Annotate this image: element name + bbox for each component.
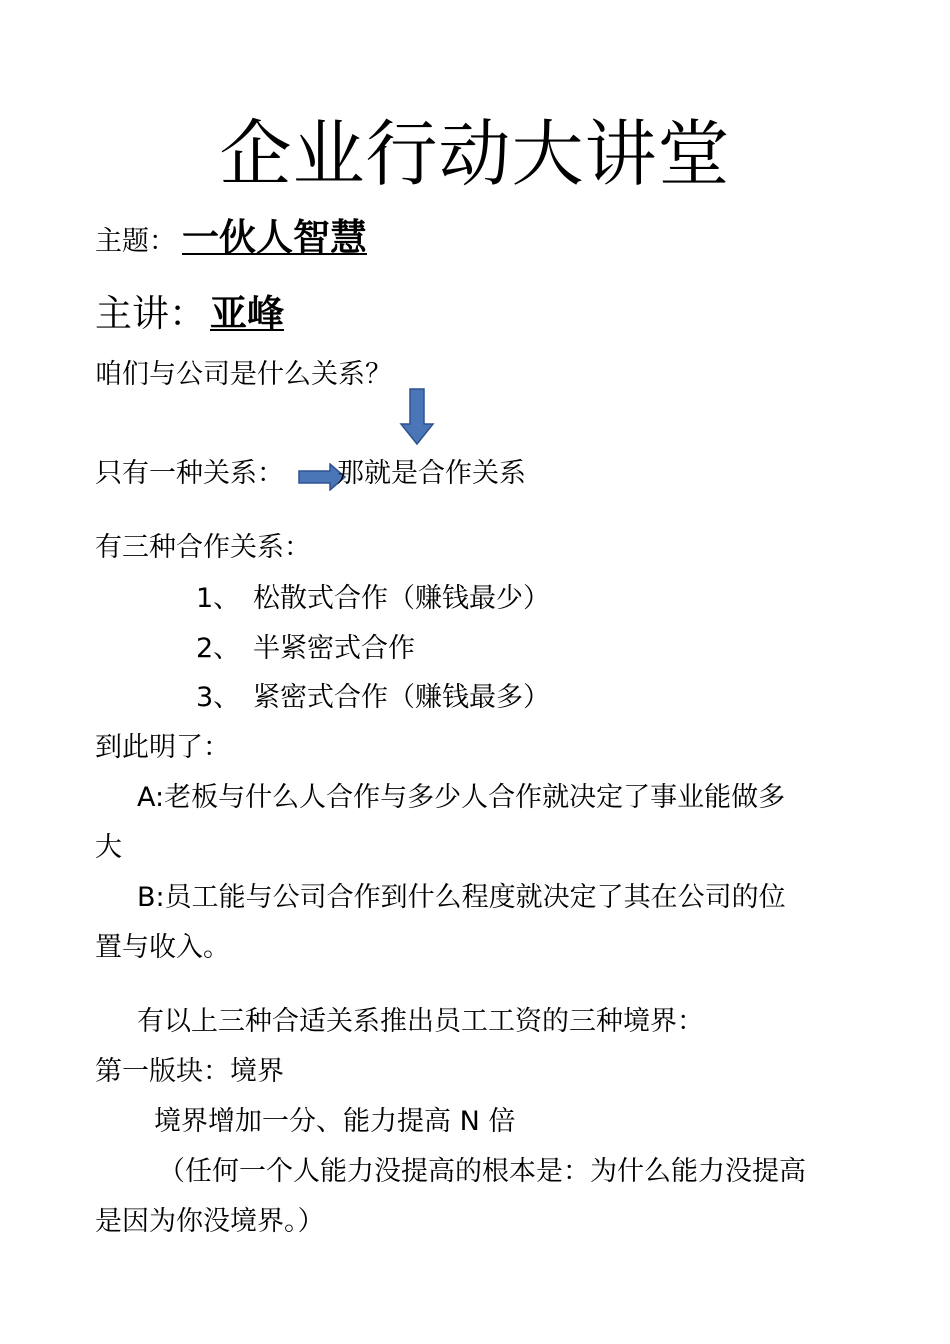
section1-note-line2: 是因为你没境界。） bbox=[95, 1206, 325, 1237]
list-item-number: 2、 bbox=[196, 633, 241, 664]
list-item-text: 松散式合作（赚钱最少） bbox=[253, 583, 550, 614]
conclusion-b-line2: 置与收入。 bbox=[95, 932, 230, 963]
list-item-text: 紧密式合作（赚钱最多） bbox=[253, 682, 550, 713]
speaker-label: 主讲： bbox=[95, 292, 206, 335]
conclusion-a-line1: A:老板与什么人合作与多少人合作就决定了事业能做多 bbox=[137, 782, 786, 813]
list-item-number: 1、 bbox=[196, 583, 241, 614]
list-item-text: 半紧密式合作 bbox=[253, 633, 415, 664]
section1-heading: 第一版块：境界 bbox=[95, 1056, 284, 1087]
section1-note-line1: （任何一个人能力没提高的根本是：为什么能力没提高 bbox=[158, 1156, 806, 1187]
relation-value: 那就是合作关系 bbox=[337, 458, 526, 489]
arrow-down-icon bbox=[399, 388, 435, 446]
conclusion-b-line1: B:员工能与公司合作到什么程度就决定了其在公司的位 bbox=[137, 882, 786, 913]
conclusion-a-line2: 大 bbox=[95, 832, 122, 863]
question-text: 咱们与公司是什么关系？ bbox=[95, 359, 392, 390]
speaker-value: 亚峰 bbox=[210, 292, 284, 335]
conclusion-heading: 到此明了： bbox=[95, 732, 230, 763]
relation-label: 只有一种关系： bbox=[95, 458, 284, 489]
topic-label: 主题： bbox=[95, 226, 176, 257]
section1-line: 境界增加一分、能力提高 N 倍 bbox=[154, 1106, 516, 1137]
topic-value: 一伙人智慧 bbox=[182, 216, 367, 259]
realms-intro: 有以上三种合适关系推出员工工资的三种境界： bbox=[137, 1006, 704, 1037]
page-title: 企业行动大讲堂 bbox=[219, 112, 731, 196]
three-types-heading: 有三种合作关系： bbox=[95, 532, 311, 563]
list-item-number: 3、 bbox=[196, 682, 241, 713]
